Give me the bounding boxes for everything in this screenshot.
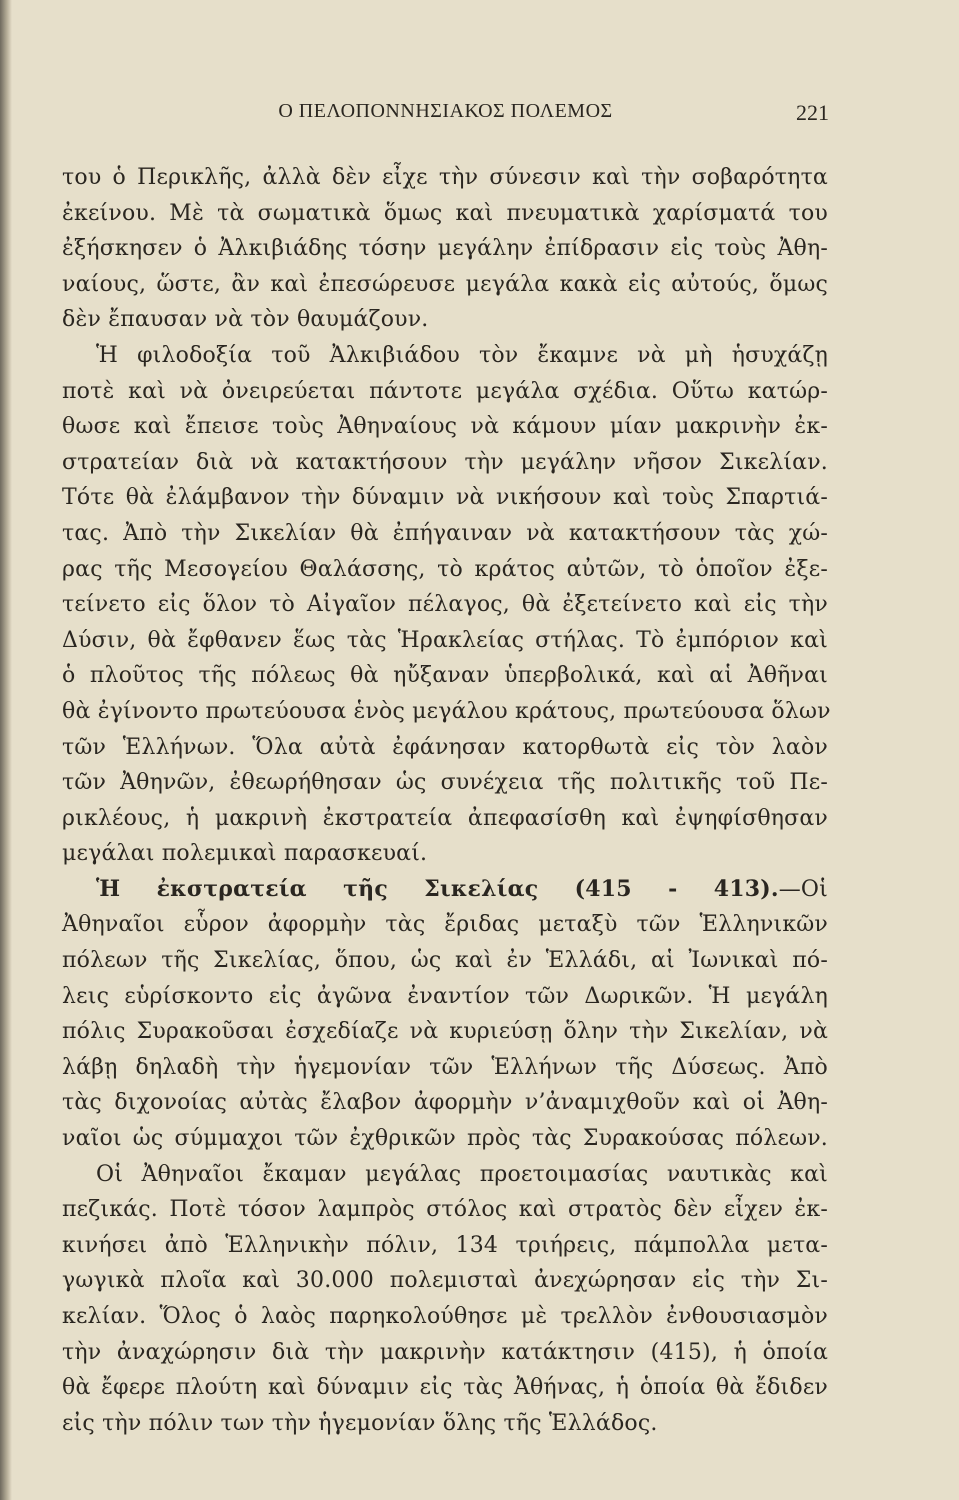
- text-line: τῶν Ἀθηνῶν, ἐθεωρήθησαν ὡς συνέχεια τῆς πολιτικῆς τοῦ Πε-: [62, 770, 828, 796]
- section-heading-line: [62, 872, 828, 908]
- text-line: Δύσιν, θὰ ἔφθανεν ἕως τὰς Ἡρακλείας στήλας. Τὸ ἐμπόριον καὶ: [62, 627, 828, 653]
- text-body: [62, 160, 831, 1441]
- text-line: πόλις Συρακοῦσαι ἐσχεδίαζε νὰ κυριεύσῃ ὅλην τὴν Σικελίαν, νὰ: [62, 1019, 828, 1045]
- running-title: Ο ΠΕΛΟΠΟΝΝΗΣΙΑΚΟΣ ΠΟΛΕΜΟΣ: [278, 100, 613, 122]
- text-line: ἐξήσκησεν ὁ Ἀλκιβιάδης τόσην μεγάλην ἐπίδρασιν εἰς τοὺς Ἀθη-: [62, 236, 828, 262]
- page-header: [62, 100, 829, 140]
- text-line: γωγικὰ πλοῖα καὶ 30.000 πολεμισταὶ ἀνεχώρησαν εἰς τὴν Σι-: [62, 1268, 828, 1294]
- text-line: ρας τῆς Μεσογείου Θαλάσσης, τὸ κράτος αὐτῶν, τὸ ὁποῖον ἐξε-: [62, 556, 828, 582]
- text-line: Ἀθηναῖοι εὗρον ἀφορμὴν τὰς ἔριδας μεταξὺ τῶν Ἑλληνικῶν: [62, 912, 828, 938]
- page-binding-edge: [0, 0, 12, 1500]
- text-line: πεζικάς. Ποτὲ τόσον λαμπρὸς στόλος καὶ στρατὸς δὲν εἶχεν ἐκ-: [62, 1197, 828, 1223]
- text-line: ναίους, ὥστε, ἂν καὶ ἐπεσώρευσε μεγάλα κακὰ εἰς αὐτούς, ὅμως: [62, 271, 828, 297]
- text-line: τείνετο εἰς ὅλον τὸ Αἰγαῖον πέλαγος, θὰ ἐξετείνετο καὶ εἰς τὴν: [62, 592, 828, 618]
- text-line: θὰ ἔφερε πλούτη καὶ δύναμιν εἰς τὰς Ἀθήνας, ἡ ὁποία θὰ ἔδιδεν: [62, 1375, 828, 1401]
- text-line: κινήσει ἀπὸ Ἑλληνικὴν πόλιν, 134 τριήρεις, πάμπολλα μετα-: [62, 1232, 828, 1258]
- text-line: θωσε καὶ ἔπεισε τοὺς Ἀθηναίους νὰ κάμουν μίαν μακρινὴν ἐκ-: [62, 414, 828, 440]
- text-line: στρατείαν διὰ νὰ κατακτήσουν τὴν μεγάλην νῆσον Σικελίαν.: [62, 449, 828, 475]
- text-line: κελίαν. Ὅλος ὁ λαὸς παρηκολούθησε μὲ τρελλὸν ἐνθουσιασμὸν: [62, 1304, 828, 1329]
- text-line: πόλεων τῆς Σικελίας, ὅπου, ὡς καὶ ἐν Ἑλλάδι, αἱ Ἰωνικαὶ πό-: [62, 948, 828, 974]
- page-number: 221: [796, 100, 829, 125]
- text-line: εἰς τὴν πόλιν των τὴν ἡγεμονίαν ὅλης τῆς Ἑλλάδος.: [62, 1410, 658, 1436]
- text-line: θὰ ἐγίνοντο πρωτεύουσα ἑνὸς μεγάλου κράτους, πρωτεύουσα ὅλων: [62, 698, 831, 724]
- text-line: ποτὲ καὶ νὰ ὀνειρεύεται πάντοτε μεγάλα σχέδια. Οὕτω κατώρ-: [62, 378, 828, 404]
- text-line: του ὁ Περικλῆς, ἀλλὰ δὲν εἶχε τὴν σύνεσιν καὶ τὴν σοβαρότητα: [62, 165, 828, 190]
- text-line: Οἱ Ἀθηναῖοι ἔκαμαν μεγάλας προετοιμασίας ναυτικὰς καὶ: [96, 1161, 828, 1187]
- text-line: τας. Ἀπὸ τὴν Σικελίαν θὰ ἐπήγαιναν νὰ κατακτήσουν τὰς χώ-: [62, 520, 828, 546]
- text-line: ἐκείνου. Μὲ τὰ σωματικὰ ὅμως καὶ πνευματικὰ χαρίσματά του: [62, 200, 828, 226]
- text-line: ναῖοι ὡς σύμμαχοι τῶν ἐχθρικῶν πρὸς τὰς Συρακούσας πόλεων.: [62, 1126, 828, 1152]
- text-line: Ἡ φιλοδοξία τοῦ Ἀλκιβιάδου τὸν ἔκαμνε νὰ μὴ ἡσυχάζῃ: [96, 342, 828, 368]
- text-line: τῶν Ἑλλήνων. Ὅλα αὐτὰ ἐφάνησαν κατορθωτὰ εἰς τὸν λαὸν: [62, 734, 828, 760]
- text-line: μεγάλαι πολεμικαὶ παρασκευαί.: [62, 841, 428, 867]
- text-line: δὲν ἔπαυσαν νὰ τὸν θαυμάζουν.: [62, 307, 429, 333]
- text-line: τὰς διχονοίας αὐτὰς ἔλαβον ἀφορμὴν ν’ἀναμιχθοῦν καὶ οἱ Ἀθη-: [62, 1090, 828, 1116]
- text-line: ὁ πλοῦτος τῆς πόλεως θὰ ηὔξαναν ὑπερβολικά, καὶ αἱ Ἀθῆναι: [62, 663, 828, 689]
- heading-continuation: —Οἱ: [778, 876, 828, 902]
- text-line: τὴν ἀναχώρησιν διὰ τὴν μακρινὴν κατάκτησιν (415), ἡ ὁποία: [62, 1339, 828, 1365]
- text-line: ρικλέους, ἡ μακρινὴ ἐκστρατεία ἀπεφασίσθη καὶ ἐψηφίσθησαν: [62, 805, 828, 831]
- text-line: λεις εὑρίσκοντο εἰς ἀγῶνα ἐναντίον τῶν Δωρικῶν. Ἡ μεγάλη: [62, 983, 828, 1009]
- text-line: λάβῃ δηλαδὴ τὴν ἡγεμονίαν τῶν Ἑλλήνων τῆς Δύσεως. Ἀπὸ: [62, 1054, 828, 1080]
- section-heading: Ἡ ἐκστρατεία τῆς Σικελίας (415 - 413).: [96, 875, 779, 902]
- text-line: Τότε θὰ ἐλάμβανον τὴν δύναμιν νὰ νικήσουν καὶ τοὺς Σπαρτιά-: [62, 485, 828, 511]
